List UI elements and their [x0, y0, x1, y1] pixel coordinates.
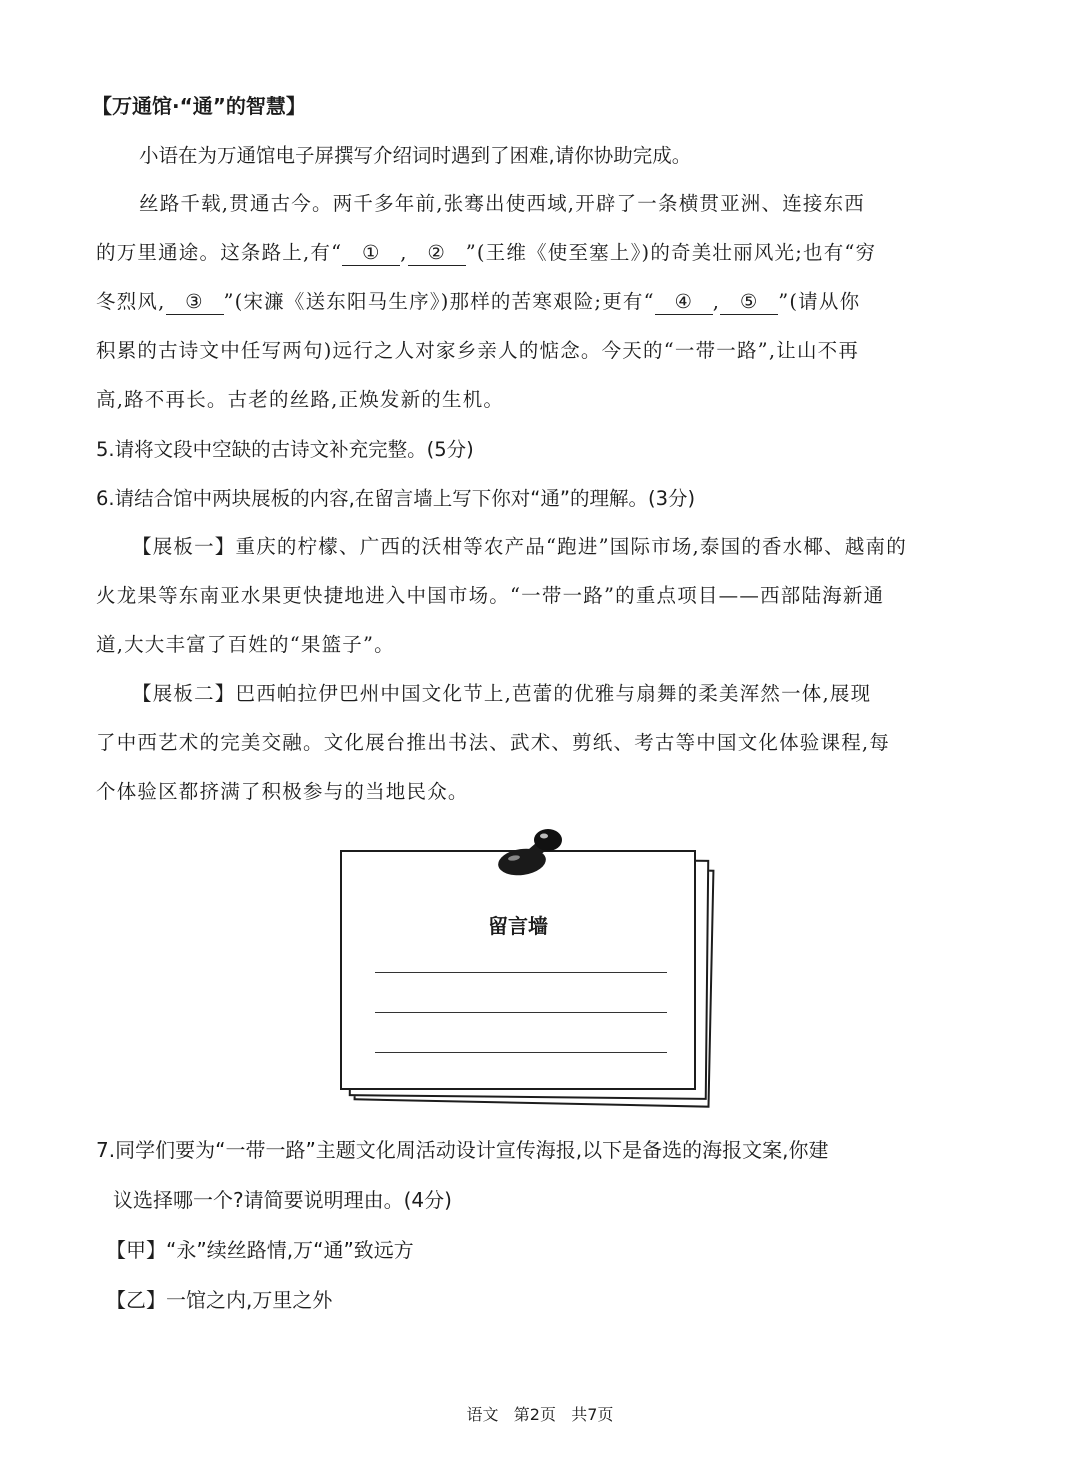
passage-text: ”(王维《使至塞上》)的奇美壮丽风光;也有“穷	[465, 241, 877, 264]
comma: ,	[712, 290, 721, 313]
message-wall-title: 留言墙	[488, 914, 548, 938]
option-jia: 【甲】“永”续丝路情,万“通”致远方	[106, 1238, 414, 1262]
passage-text: 的万里通途。这条路上,有“	[96, 241, 343, 264]
passage-line-5: 高,路不再长。古老的丝路,正焕发新的生机。	[96, 388, 505, 411]
question-7-line-2: 议选择哪一个?请简要说明理由。(4分)	[113, 1188, 452, 1212]
passage-line-3	[96, 288, 860, 316]
blank-2: ②	[408, 241, 466, 266]
paper-front-sheet	[340, 850, 696, 1090]
board-2-line-2: 了中西艺术的完美交融。文化展台推出书法、武术、剪纸、考古等中国文化体验课程,每	[96, 731, 890, 754]
board-1-line-2: 火龙果等东南亚水果更快捷地进入中国市场。“一带一路”的重点项目——西部陆海新通	[96, 584, 885, 607]
board-1-line-3: 道,大大丰富了百姓的“果篮子”。	[96, 633, 395, 656]
passage-text: ”(请从你	[778, 290, 861, 313]
blank-4: ④	[655, 290, 713, 315]
pushpin-icon	[492, 826, 572, 886]
blank-3: ③	[166, 290, 224, 315]
passage-text: 冬烈风,	[96, 290, 166, 313]
passage-line-2	[96, 239, 876, 267]
blank-5: ⑤	[720, 290, 778, 315]
question-6: 6.请结合馆中两块展板的内容,在留言墙上写下你对“通”的理解。(3分)	[96, 487, 696, 510]
question-5: 5.请将文段中空缺的古诗文补充完整。(5分)	[96, 438, 474, 461]
section-title: 【万通馆·“通”的智慧】	[92, 94, 306, 118]
board-2-line-3: 个体验区都挤满了积极参与的当地民众。	[96, 780, 469, 803]
blank-1: ①	[342, 241, 400, 266]
passage-line-4: 积累的古诗文中任写两句)远行之人对家乡亲人的惦念。今天的“一带一路”,让山不再	[96, 339, 860, 362]
writing-line	[375, 972, 667, 973]
board-2-line-1: 【展板二】巴西帕拉伊巴州中国文化节上,芭蕾的优雅与扇舞的柔美浑然一体,展现	[132, 682, 872, 705]
passage-text: ”(宋濂《送东阳马生序》)那样的苦寒艰险;更有“	[223, 290, 655, 313]
question-7-line-1: 7.同学们要为“一带一路”主题文化周活动设计宣传海报,以下是备选的海报文案,你建	[96, 1138, 829, 1162]
page-footer: 语文 第2页 共7页	[466, 1405, 614, 1424]
intro-text: 小语在为万通馆电子屏撰写介绍词时遇到了困难,请你协助完成。	[139, 144, 692, 167]
passage-line-1: 丝路千载,贯通古今。两千多年前,张骞出使西域,开辟了一条横贯亚洲、连接东西	[139, 192, 865, 215]
writing-line	[375, 1052, 667, 1053]
writing-line	[375, 1012, 667, 1013]
comma: ,	[400, 241, 408, 264]
board-1-line-1: 【展板一】重庆的柠檬、广西的沃柑等农产品“跑进”国际市场,泰国的香水椰、越南的	[132, 535, 907, 558]
option-yi: 【乙】一馆之内,万里之外	[106, 1288, 333, 1312]
